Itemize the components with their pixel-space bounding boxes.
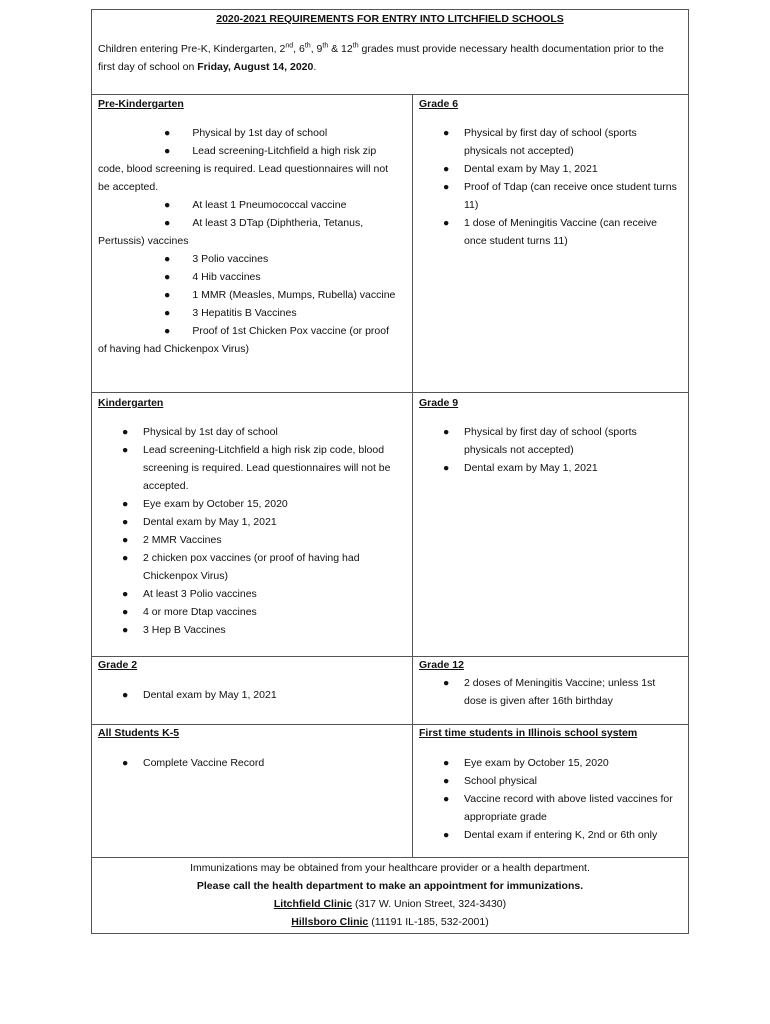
grade9-cell: [419, 394, 679, 477]
grade2-cell: [98, 656, 398, 704]
grade9-list: [419, 423, 679, 477]
column-divider: [412, 94, 413, 857]
footer: [92, 859, 688, 931]
list-item: ● Physical by first day of school (sports physicals not accepted): [443, 127, 637, 157]
grade2-list: [98, 686, 398, 704]
grade12-heading: Grade 12: [419, 659, 464, 671]
list-item: ● 2 MMR Vaccines: [122, 534, 222, 546]
grade2-heading: Grade 2: [98, 659, 138, 671]
list-item: ● Dental exam if entering K, 2nd or 6th only: [443, 829, 658, 841]
clinic-hillsboro: Hillsboro Clinic (11191 IL-185, 532-2001): [291, 916, 489, 928]
clinic-name: Hillsboro Clinic: [291, 916, 369, 928]
list-item: ● 2 chicken pox vaccines (or proof of having had Chickenpox Virus): [122, 552, 360, 582]
list-item: ● 3 Hepatitis B Vaccines: [164, 307, 297, 319]
prek-cell: [98, 95, 398, 358]
list-item: ● Proof of 1st Chicken Pox vaccine (or proof of having had Chickenpox Virus): [98, 325, 390, 355]
divider: [92, 857, 688, 858]
list-item: ● Dental exam by May 1, 2021: [122, 516, 277, 528]
list-item: ● Physical by 1st day of school: [122, 426, 278, 438]
intro-paragraph: Children entering Pre-K, Kindergarten, 2nd, 6th, 9th & 12th grades must provide necessary health documentation prior to the first day of school on Friday, August 14, 2020.: [98, 42, 664, 73]
kindergarten-cell: [98, 394, 398, 639]
list-item: ● Physical by 1st day of school: [164, 127, 328, 139]
allk5-cell: [98, 724, 398, 772]
school-start-date: Friday, August 14, 2020: [197, 61, 314, 73]
allk5-list: [98, 754, 398, 772]
grade12-list: [419, 674, 679, 710]
list-item: ● Vaccine record with above listed vaccines for appropriate grade: [443, 793, 673, 823]
divider: [92, 392, 688, 393]
footer-line2: Please call the health department to make an appointment for immunizations.: [196, 880, 584, 892]
grade6-cell: [419, 95, 679, 250]
document-title: 2020-2021 REQUIREMENTS FOR ENTRY INTO LITCHFIELD SCHOOLS: [216, 13, 564, 25]
clinic-litchfield: Litchfield Clinic (317 W. Union Street, 324-3430): [273, 898, 507, 910]
list-item: ● Physical by first day of school (sports physicals not accepted): [443, 426, 637, 456]
list-item: ● 4 Hib vaccines: [164, 271, 261, 283]
list-item: ● School physical: [443, 775, 537, 787]
allk5-heading: All Students K-5: [98, 727, 180, 739]
footer-line1: Immunizations may be obtained from your healthcare provider or a health department.: [190, 862, 590, 874]
grade9-heading: Grade 9: [419, 397, 459, 409]
list-item: ● Proof of Tdap (can receive once student turns 11): [443, 181, 677, 211]
firsttime-cell: [419, 724, 683, 844]
list-item: ● 3 Polio vaccines: [164, 253, 269, 265]
list-item: ● Lead screening-Litchfield a high risk zip code, blood screening is required. Lead questionnaires will not be accepted.: [122, 444, 391, 492]
list-item: ● 4 or more Dtap vaccines: [122, 606, 257, 618]
list-item: ● Dental exam by May 1, 2021: [443, 462, 598, 474]
list-item: ● 1 dose of Meningitis Vaccine (can receive once student turns 11): [443, 217, 657, 247]
list-item: ● At least 3 DTap (Diphtheria, Tetanus, Pertussis) vaccines: [98, 217, 364, 247]
list-item: ● Eye exam by October 15, 2020: [443, 757, 609, 769]
list-item: ● Dental exam by May 1, 2021: [122, 689, 277, 701]
list-item: ● Dental exam by May 1, 2021: [443, 163, 598, 175]
firsttime-heading: First time students in Illinois school system: [419, 727, 638, 739]
list-item: ● 2 doses of Meningitis Vaccine; unless 1st dose is given after 16th birthday: [443, 677, 656, 707]
list-item: ● 1 MMR (Measles, Mumps, Rubella) vaccine: [164, 289, 396, 301]
grade12-cell: [419, 656, 679, 710]
firsttime-list: [419, 754, 683, 844]
list-item: ● Eye exam by October 15, 2020: [122, 498, 288, 510]
requirements-document: [91, 9, 689, 934]
list-item: ● 3 Hep B Vaccines: [122, 624, 226, 636]
grade6-heading: Grade 6: [419, 98, 459, 110]
grade6-list: [419, 124, 679, 250]
list-item: ● Lead screening-Litchfield a high risk zip code, blood screening is required. Lead questionnaires will not be accepted.: [98, 145, 389, 193]
kindergarten-heading: Kindergarten: [98, 397, 164, 409]
list-item: ● At least 1 Pneumococcal vaccine: [164, 199, 347, 211]
list-item: ● Complete Vaccine Record: [122, 757, 265, 769]
prek-heading: Pre-Kindergarten: [98, 98, 184, 110]
kindergarten-list: [98, 423, 398, 639]
clinic-name: Litchfield Clinic: [273, 898, 353, 910]
list-item: ● At least 3 Polio vaccines: [122, 588, 257, 600]
prek-list: [98, 124, 398, 358]
